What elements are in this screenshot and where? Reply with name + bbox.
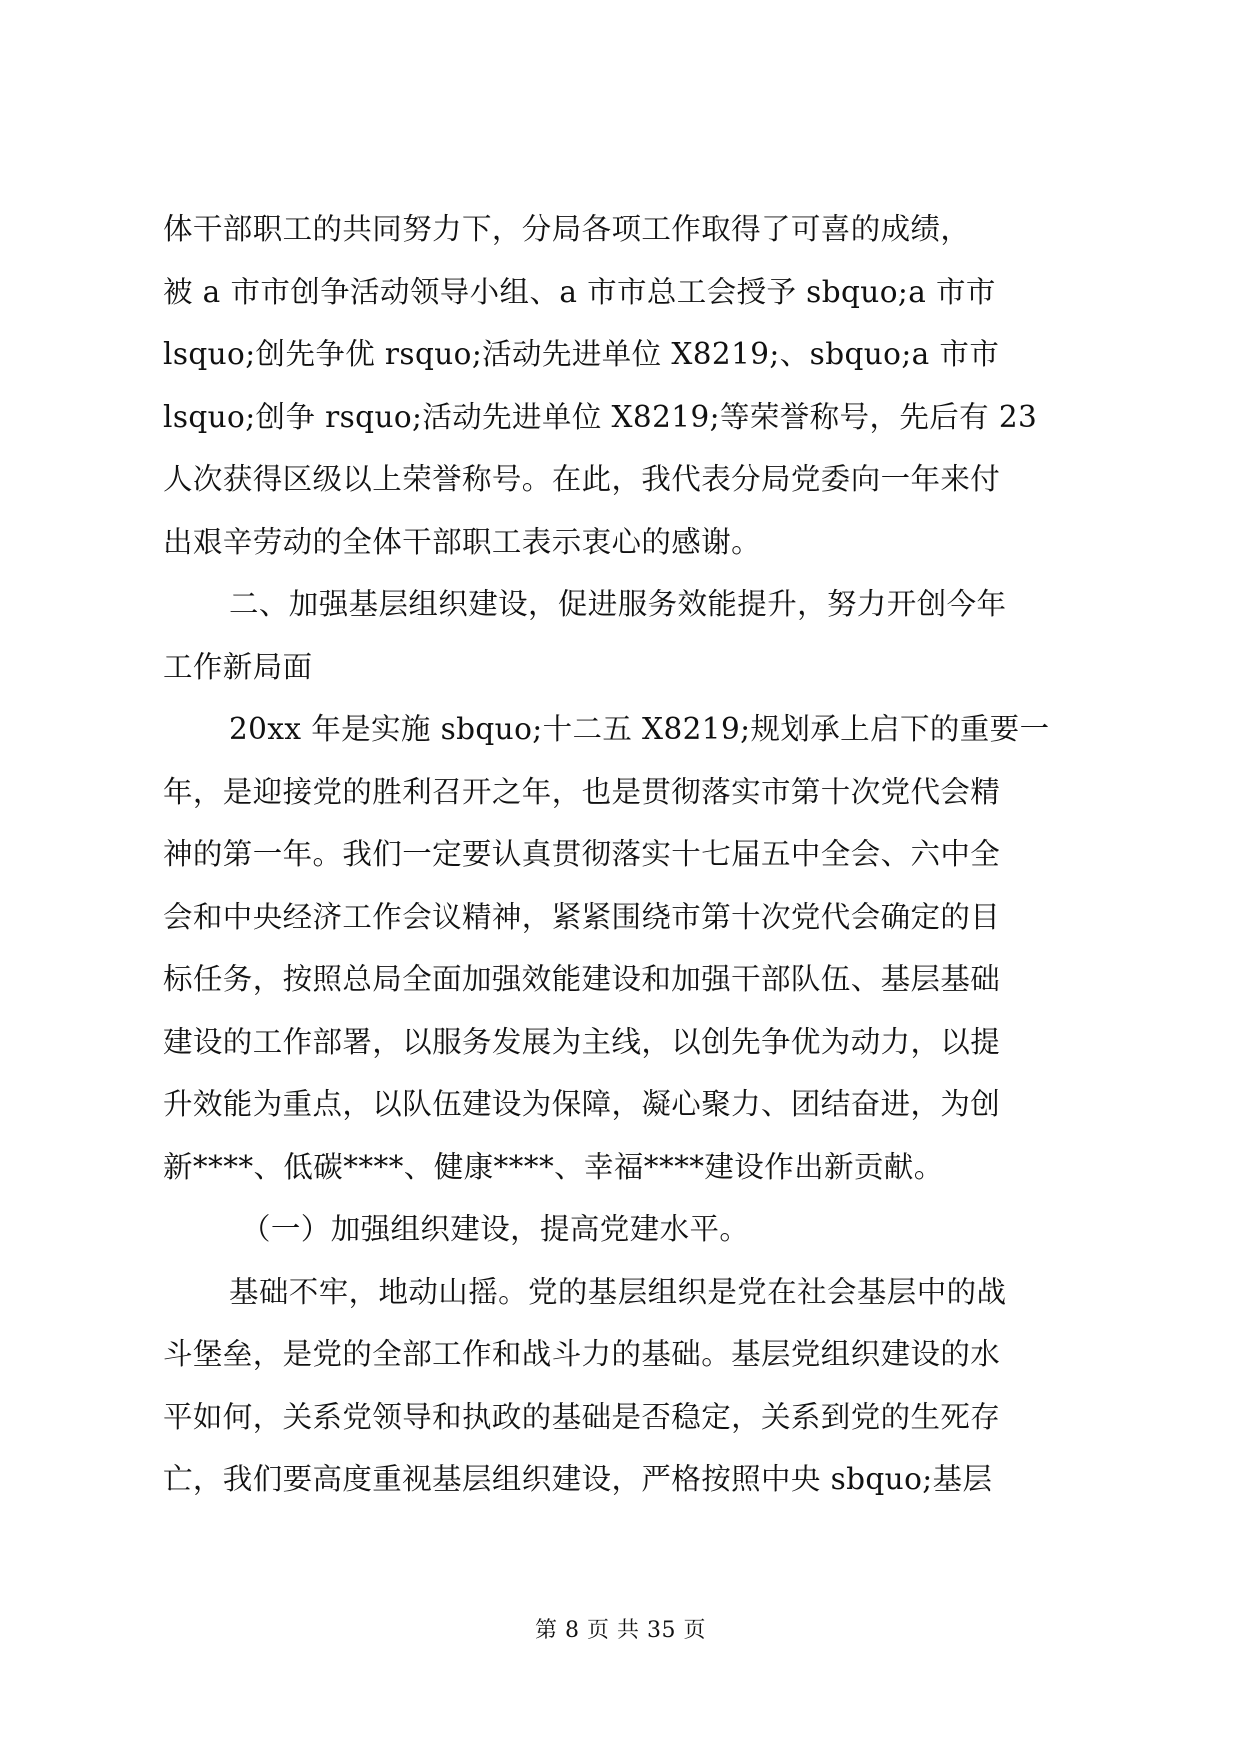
text-line: 亡，我们要高度重视基层组织建设，严格按照中央 sbquo;基层 xyxy=(163,1462,993,1496)
text-line: 20xx 年是实施 sbquo;十二五 X8219;规划承上启下的重要一 xyxy=(229,712,1050,746)
page-number-label: 第 8 页 共 35 页 xyxy=(535,1618,706,1643)
text-line: 平如何，关系党领导和执政的基础是否稳定，关系到党的生死存 xyxy=(163,1399,1001,1434)
text-line: 斗堡垒，是党的全部工作和战斗力的基础。基层党组织建设的水 xyxy=(163,1337,1001,1371)
section-heading-line: 二、加强基层组织建设，促进服务效能提升，努力开创今年 xyxy=(229,587,1007,621)
document-body xyxy=(163,198,1083,1511)
text-line: 建设的工作部署，以服务发展为主线，以创先争优为动力，以提 xyxy=(163,1024,1001,1059)
text-line: 升效能为重点，以队伍建设为保障，凝心聚力、团结奋进，为创 xyxy=(163,1087,1001,1121)
text-line: lsquo;创先争优 rsquo;活动先进单位 X8219;、sbquo;a 市市 xyxy=(163,337,1000,371)
text-line: lsquo;创争 rsquo;活动先进单位 X8219;等荣誉称号，先后有 23 xyxy=(163,399,1038,434)
section-heading-line: 工作新局面 xyxy=(163,649,313,684)
text-line: 体干部职工的共同努力下，分局各项工作取得了可喜的成绩， xyxy=(163,212,971,246)
page-footer xyxy=(0,1616,1241,1646)
text-line: 被 a 市市创争活动领导小组、a 市市总工会授予 sbquo;a 市市 xyxy=(163,274,996,309)
text-line: 神的第一年。我们一定要认真贯彻落实十七届五中全会、六中全 xyxy=(163,837,1001,871)
text-line: 人次获得区级以上荣誉称号。在此，我代表分局党委向一年来付 xyxy=(163,462,1001,496)
text-line: 年，是迎接党的胜利召开之年，也是贯彻落实市第十次党代会精 xyxy=(163,774,1001,809)
text-line: 基础不牢，地动山摇。党的基层组织是党在社会基层中的战 xyxy=(229,1274,1007,1309)
text-line: 会和中央经济工作会议精神，紧紧围绕市第十次党代会确定的目 xyxy=(163,899,1001,934)
text-line: 出艰辛劳动的全体干部职工表示衷心的感谢。 xyxy=(163,524,762,559)
text-line: 标任务，按照总局全面加强效能建设和加强干部队伍、基层基础 xyxy=(163,962,1001,996)
text-line: 新****、低碳****、健康****、幸福****建设作出新贡献。 xyxy=(163,1149,944,1184)
subsection-heading: （一）加强组织建设，提高党建水平。 xyxy=(241,1212,750,1246)
